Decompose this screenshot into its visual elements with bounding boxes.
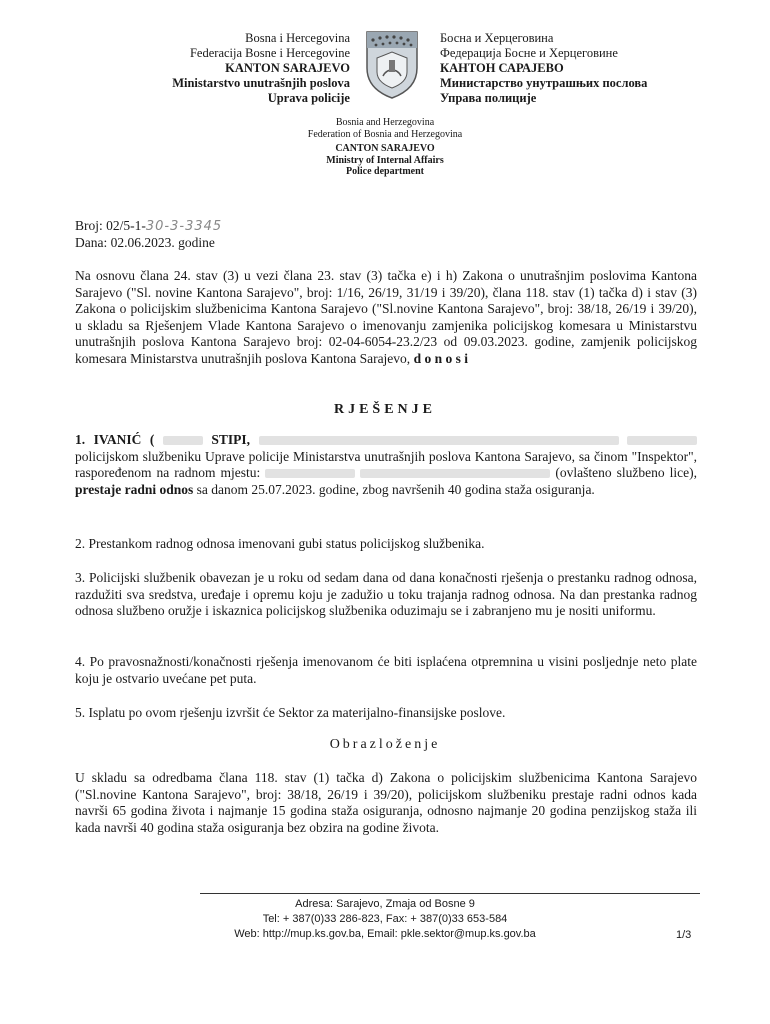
intro-donosi: d o n o s i (413, 350, 468, 366)
item1-bold: prestaje radni odnos (75, 481, 194, 497)
document-title: RJEŠENJE (333, 402, 437, 417)
header-department: Uprava policije (267, 91, 350, 105)
redacted-block (360, 469, 550, 478)
item-4: 4. Po pravosnažnosti/konačnosti rješenja imenovanom će biti isplaćena otpremnina u visini posljednje neto plate koju je ostvario uvećane pet puta. (75, 654, 697, 686)
obrazlozenje-title: Obrazloženje (329, 737, 441, 752)
header-en-ministry: Ministry of Internal Affairs (326, 154, 444, 166)
footer-address: Adresa: Sarajevo, Zmaja od Bosne 9 (295, 898, 475, 910)
header-en-country: Bosnia and Herzegovina (335, 117, 435, 128)
item1-name2: STIPI, (211, 432, 251, 447)
footer-phone: Tel: + 387(0)33 286-823, Fax: + 387(0)33 653-584 (262, 913, 508, 925)
footer-divider (200, 893, 700, 894)
header-right-cyrillic (440, 31, 740, 106)
document-reference (75, 218, 222, 251)
header-canton-cyr: КАНТОН САРАЈЕВО (440, 61, 564, 75)
header-english-ministry (0, 143, 770, 178)
item1-end: sa danom 25.07.2023. godine, zbog navršenih 40 godina staža osiguranja. (196, 481, 595, 497)
header-country-cyr: Босна и Херцеговина (440, 31, 554, 45)
header-ministry: Ministarstvo unutrašnjih poslova (172, 76, 350, 90)
redacted-block (259, 436, 619, 445)
intro-paragraph (75, 268, 697, 367)
obrazlozenje-paragraph: U skladu sa odredbama člana 118. stav (1) tačka d) Zakona o policijskim službenicima Kantona Sarajevo ("Sl.novine Kantona Sarajevo", broj: 38/18, 26/19 i 39/20), policijskom službeniku prestaje radni odnos kada navrši 65 godina života i najmanje 15 godina staža osiguranja, odnosno najmanje 20 godina penzijskog staža ili kada navrši 40 godina staža osiguranja bez obzira na godine života. (75, 770, 697, 835)
item-5: 5. Isplatu po ovom rješenju izvršit će Sektor za materijalno-finansijske poslove. (75, 705, 506, 720)
header-federation-cyr: Федерација Босне и Херцеговине (440, 46, 618, 60)
header-en-canton: CANTON SARAJEVO (335, 143, 435, 154)
header-canton: KANTON SARAJEVO (225, 61, 350, 75)
footer-web: Web: http://mup.ks.gov.ba, Email: pkle.sektor@mup.ks.gov.ba (234, 928, 536, 940)
footer (0, 897, 770, 942)
header-federation: Federacija Bosne i Hercegovine (189, 46, 350, 60)
item1-line3: (ovlašteno službeno lice), (555, 465, 698, 480)
broj-label: Broj: 02/5-1- (75, 218, 146, 233)
redacted-block (627, 436, 697, 445)
canton-sarajevo-coat-of-arms-icon (363, 28, 421, 100)
header-en-federation: Federation of Bosnia and Herzegovina (307, 128, 463, 140)
header-department-cyr: Управа полиције (440, 91, 537, 105)
document-date: Dana: 02.06.2023. godine (75, 235, 215, 250)
redacted-block (265, 469, 355, 478)
redacted-block (163, 436, 203, 445)
item1-name: IVANIĆ ( (93, 432, 155, 447)
item-3: 3. Policijski službenik obavezan je u roku od sedam dana od dana konačnosti rješenja o prestanku radnog odnosa, razdužiti sva sredstva, uređaje i opremu koju je zadužio u toku trajanja radnog odnosa. Na dan prestanka radnog odnosa službeno oružje i iskaznica policijskog službenika oduzimaju se i zabranjeno mu je nositi uniformu. (75, 570, 697, 618)
item1-number: 1. (75, 432, 86, 447)
header-en-department: Police department (345, 166, 425, 177)
item-1 (75, 432, 697, 498)
intro-text: Na osnovu člana 24. stav (3) u vezi člana 23. stav (3) tačka e) i h) Zakona o unutrašnjim poslovima Kantona Sarajevo ("Sl. novine Kantona Sarajevo", broj: 1/16, 26/19, 31/19 i 39/20), člana 118. stav (1) tačka d) i stav (3) Zakona o policijskim službenicima Kantona Sarajevo ("Sl.novine Kantona Sarajevo", broj: 38/18, 26/19 i 39/20), u skladu sa Rješenjem Vlade Kantona Sarajevo o imenovanju zamjenika policijskog komesara u Ministarstvu unutrašnjih poslova Kantona Sarajevo broj: 02-04-6054-23.2/23 od 09.03.2023. godine, zamjenik policijskog komesara Ministarstva unutrašnjih poslova Kantona Sarajevo, (75, 268, 697, 366)
page-number: 1/3 (676, 929, 692, 941)
header-ministry-cyr: Министарство унутрашњих послова (440, 76, 648, 90)
header-left-latin (140, 31, 350, 106)
item1-line2: policijskom službeniku Uprave policije Ministarstva unutrašnjih poslova Kantona Sarajevo, sa činom "Inspektor", raspoređenom na radnom mjestu: (75, 448, 697, 480)
item-2: 2. Prestankom radnog odnosa imenovani gubi status policijskog službenika. (75, 536, 485, 551)
header-country: Bosna i Hercegovina (245, 31, 350, 45)
broj-handwritten: 30-3-3345 (145, 219, 223, 234)
header-english-country (0, 117, 770, 140)
